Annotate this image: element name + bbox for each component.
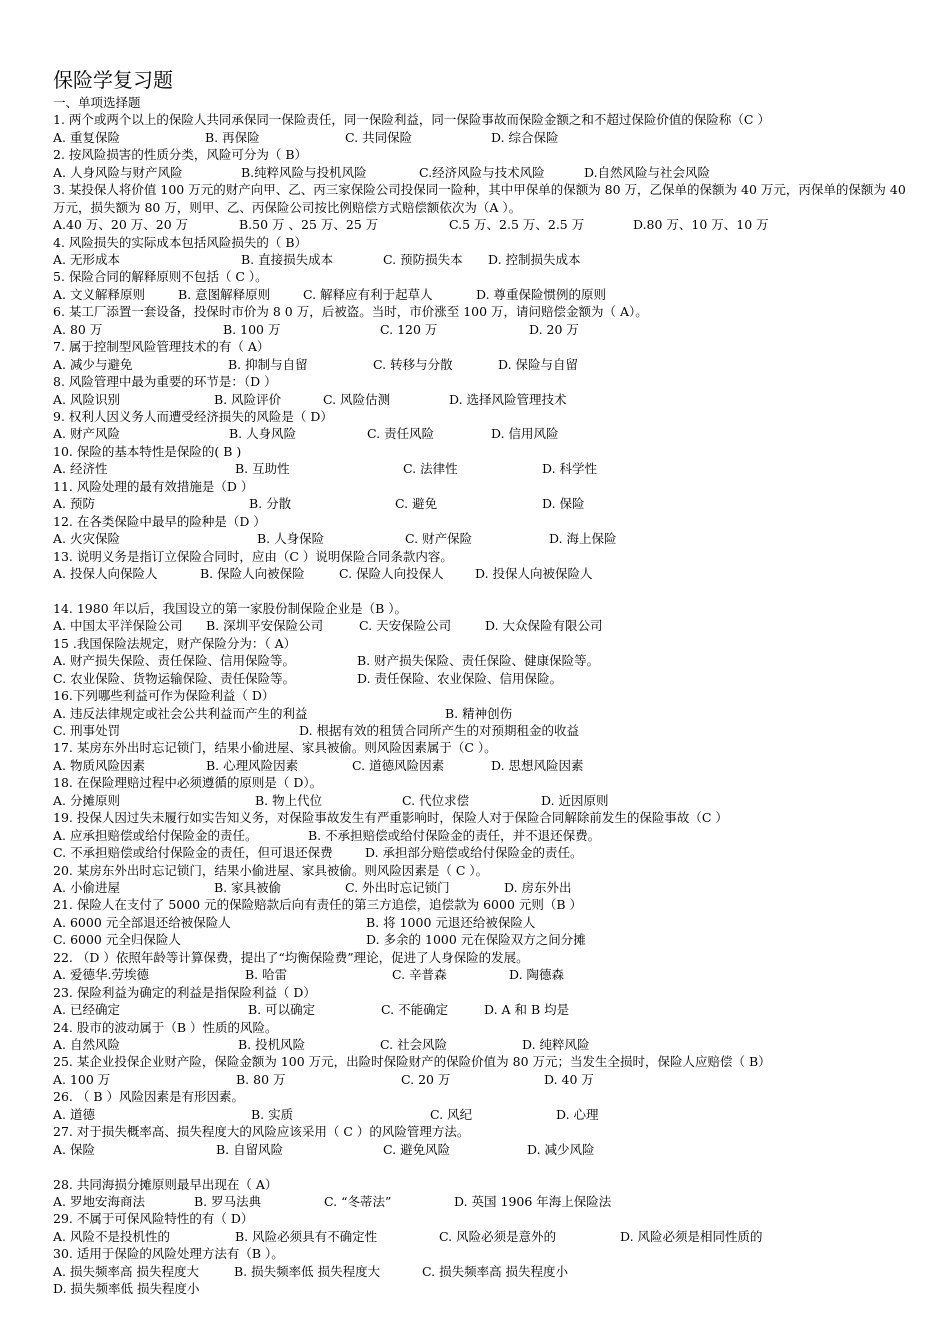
question-text: 3. 某投保人将价值 100 万元的财产向甲、乙、丙三家保险公司投保同一险种，其中甲保单的保额为 80 万，乙保单的保额为 40 万元，丙保单的保额为 40 万元，损失额为 80 万，则甲、乙、丙保险公司按比例赔偿方式赔偿额依次为（A ）。 (53, 182, 906, 215)
option-row (53, 879, 913, 896)
option-row (53, 565, 913, 582)
option-row (53, 286, 913, 303)
question-text: 18. 在保险理赔过程中必须遵循的原则是（ D）。 (53, 775, 323, 791)
option-b: D. 根据有效的租赁合同所产生的对预期租金的收益 (299, 723, 580, 739)
option-a: A. 应承担赔偿或给付保险金的责任。 (53, 827, 258, 843)
option-b: B. 80 万 (236, 1071, 286, 1087)
option-c: C.经济风险与技术风险 (419, 164, 545, 180)
option-d: D.自然风险与社会风险 (584, 164, 711, 180)
option-d: D. 英国 1906 年海上保险法 (454, 1194, 612, 1210)
option-row (53, 425, 913, 442)
option-a: A. 小偷进屋 (53, 880, 120, 896)
option-row (53, 1001, 913, 1018)
option-b: B. 分散 (249, 496, 292, 512)
option-a: A. 已经确定 (53, 1002, 120, 1018)
question-text: 13. 说明义务是指订立保险合同时，应由（C ）说明保险合同条款内容。 (53, 548, 453, 564)
question-text: 21. 保险人在支付了 5000 元的保险赔款后向有责任的第三方追偿，追偿款为 6000 元则（B ） (53, 897, 583, 913)
option-b: B. 哈雷 (245, 967, 288, 983)
option-b: B. 深圳平安保险公司 (206, 618, 324, 634)
option-c: C. 责任风险 (367, 426, 435, 442)
option-row (53, 844, 913, 861)
option-b: B. 投机风险 (238, 1037, 306, 1053)
question-text: 17. 某房东外出时忘记锁门，结果小偷进屋、家具被偷。则风险因素属于（C ）。 (53, 740, 497, 756)
option-a: C. 刑事处罚 (53, 723, 121, 739)
option-row (53, 722, 913, 739)
option-a: A. 道德 (53, 1106, 95, 1122)
option-c: C. 保险人向投保人 (339, 566, 444, 582)
option-a: A. 风险不是投机性的 (53, 1228, 170, 1244)
option-row (53, 1141, 913, 1158)
option-d: D. 近因原则 (541, 792, 609, 808)
option-b: B.纯粹风险与投机风险 (241, 164, 367, 180)
question-text: 20. 某房东外出时忘记锁门，结果小偷进屋、家具被偷。则风险因素是（ C ）。 (53, 862, 489, 878)
option-d: D. 保险 (542, 496, 585, 512)
option-d: D. 40 万 (544, 1071, 594, 1087)
option-b: D. 承担部分赔偿或给付保险金的责任。 (365, 845, 583, 861)
option-b: B. 100 万 (223, 321, 281, 337)
option-b: B. 心理风险因素 (206, 757, 299, 773)
option-c: C. 财产保险 (405, 531, 473, 547)
option-row (53, 1193, 913, 1210)
question-text: 29. 不属于可保风险特性的有（ D） (53, 1211, 254, 1227)
option-row (53, 1263, 913, 1280)
question-text: 1. 两个或两个以上的保险人共同承保同一保险责任，同一保险利益，同一保险事故而保险金额之和不超过保险价值的保险称（C ） (53, 112, 770, 128)
option-a: A.40 万、20 万、20 万 (53, 217, 189, 233)
option-c: C.5 万、2.5 万、2.5 万 (449, 217, 585, 233)
option-row (53, 670, 913, 687)
option-b: B. 人身风险 (229, 426, 297, 442)
option-d: D. 心理 (556, 1106, 599, 1122)
option-b: B. 罗马法典 (194, 1194, 262, 1210)
option-d: D. 控制损失成本 (488, 252, 581, 268)
option-a: A. 火灾保险 (53, 531, 120, 547)
option-c: C. 道德风险因素 (352, 757, 445, 773)
option-a: A. 自然风险 (53, 1037, 120, 1053)
question-text: 8. 风险管理中最为重要的环节是：（D ） (53, 374, 277, 390)
option-d: D. 投保人向被保险人 (475, 566, 593, 582)
question-text: 11. 风险处理的最有效措施是（D ） (53, 478, 254, 494)
option-b: D. 责任保险、农业保险、信用保险。 (357, 670, 563, 686)
option-a: A. 预防 (53, 496, 95, 512)
option-d: D. 保险与自留 (498, 356, 579, 372)
option-a: A. 损失频率高 损失程度大 (53, 1263, 199, 1279)
option-c: C. 120 万 (380, 321, 438, 337)
option-a: C. 不承担赔偿或给付保险金的责任，但可退还保费 (53, 845, 333, 861)
option-b: B. 意图解释原则 (178, 286, 271, 302)
option-c: C. 预防损失本 (383, 252, 463, 268)
question-text: 19. 投保人因过失未履行如实告知义务，对保险事故发生有严重影响时，保险人对于保险合同解除前发生的保险事故（C ） (53, 810, 728, 826)
option-c: C. 代位求偿 (402, 792, 470, 808)
option-row (53, 164, 913, 181)
option-c: C. 风险必须是意外的 (439, 1228, 557, 1244)
option-b: B. 再保险 (205, 129, 260, 145)
document-page (53, 66, 913, 1298)
option-c: C. 不能确定 (381, 1002, 449, 1018)
option-b: B. 直接损失成本 (241, 252, 334, 268)
option-d: D. 信用风险 (491, 426, 559, 442)
option-b: B. 家具被偷 (214, 880, 282, 896)
option-d: D. 纯粹风险 (522, 1037, 590, 1053)
option-a: A. 财产风险 (53, 426, 120, 442)
option-row (53, 827, 913, 844)
question-text: 25. 某企业投保企业财产险，保险金额为 100 万元，出险时保险财产的保险价值为 80 万元；当发生全损时，保险人应赔偿（ B） (53, 1054, 771, 1070)
option-a: A. 6000 元全部退还给被保险人 (53, 914, 231, 930)
option-b: B. 人身保险 (257, 531, 325, 547)
question-text: 15 .我国保险法规定，财产保险分为：（ A） (53, 635, 297, 651)
option-b: B. 财产损失保险、责任保险、健康保险等。 (357, 653, 600, 669)
question-text: 4. 风险损失的实际成本包括风险损失的（ B） (53, 234, 308, 250)
option-a: A. 财产损失保险、责任保险、信用保险等。 (53, 653, 295, 669)
option-row (53, 914, 913, 931)
option-b: B. 抑制与自留 (228, 356, 308, 372)
option-a: A. 分摊原则 (53, 792, 120, 808)
option-c: C. 社会风险 (380, 1037, 448, 1053)
option-a: C. 6000 元全归保险人 (53, 932, 181, 948)
option-d: D. 20 万 (529, 321, 579, 337)
option-row (53, 129, 913, 146)
option-b: B. 保险人向被保险 (200, 566, 305, 582)
question-text: 7. 属于控制型风险管理技术的有（ A） (53, 339, 270, 355)
option-c: C. 共同保险 (345, 129, 413, 145)
option-b: B. 风险必须具有不确定性 (235, 1228, 378, 1244)
option-a: A. 减少与避免 (53, 356, 133, 372)
question-text: 12. 在各类保险中最早的险种是（D ） (53, 513, 266, 529)
option-b: B. 实质 (251, 1106, 294, 1122)
option-row (53, 216, 913, 233)
option-a: A. 100 万 (53, 1071, 111, 1087)
option-row (53, 321, 913, 338)
option-a: C. 农业保险、货物运输保险、责任保险等。 (53, 670, 296, 686)
question-text: 10. 保险的基本特性是保险的( B ) (53, 443, 242, 459)
question-text: 30. 适用于保险的风险处理方法有（B ）。 (53, 1246, 284, 1262)
option-b: B. 互助性 (235, 461, 290, 477)
option-a: A. 违反法律规定或社会公共利益而产生的利益 (53, 705, 308, 721)
question-text: 23. 保险利益为确定的利益是指保险利益（ D） (53, 984, 316, 1000)
option-d: D. A 和 B 均是 (484, 1002, 570, 1018)
option-b: B. 风险评价 (214, 391, 282, 407)
option-row (53, 460, 913, 477)
question-text: 14. 1980 年以后，我国设立的第一家股份制保险企业是（B ）。 (53, 600, 408, 616)
option-b: B. 损失频率低 损失程度大 (234, 1263, 381, 1279)
question-text: 27. 对于损失概率高、损失程度大的风险应该采用（ C ）的风险管理方法。 (53, 1124, 470, 1140)
question-text: 16.下列哪些利益可作为保险利益（ D） (53, 688, 275, 704)
option-row (53, 792, 913, 809)
option-d: D. 减少风险 (527, 1141, 595, 1157)
option-c: C. 法律性 (403, 461, 458, 477)
option-b: B. 精神创伤 (445, 705, 513, 721)
option-row (53, 757, 913, 774)
option-a: A. 人身风险与财产风险 (53, 164, 183, 180)
question-text: 24. 股市的波动属于（B ）性质的风险。 (53, 1019, 278, 1035)
option-row (53, 391, 913, 408)
option-c: C. 避免风险 (383, 1141, 451, 1157)
option-row (53, 251, 913, 268)
option-c: C. 20 万 (401, 1071, 451, 1087)
option-a: A. 风险识别 (53, 391, 120, 407)
option-c: C. 转移与分散 (373, 356, 453, 372)
option-d: D. 大众保险有限公司 (485, 618, 603, 634)
option-c: C. 解释应有利于起草人 (303, 286, 433, 302)
option-d: D. 陶德森 (509, 967, 565, 983)
option-a: A. 保险 (53, 1141, 95, 1157)
option-row (53, 356, 913, 373)
option-c: C. 风纪 (430, 1106, 473, 1122)
section-heading: 一、单项选择题 (53, 95, 141, 110)
option-a: A. 爱德华.劳埃德 (53, 967, 149, 983)
question-text: 2. 按风险损害的性质分类，风险可分为（ B） (53, 147, 308, 163)
question-text: 5. 保险合同的解释原则不包括（ C ）。 (53, 269, 268, 285)
option-row (53, 1228, 913, 1245)
option-row (53, 1106, 913, 1123)
question-list (53, 111, 913, 1297)
option-a: D. 损失频率低 损失程度小 (53, 1281, 200, 1297)
option-c: C. 天安保险公司 (359, 618, 452, 634)
question-text: 26. （ B ）风险因素是有形因素。 (53, 1089, 244, 1105)
option-d: D. 海上保险 (549, 531, 617, 547)
option-a: A. 文义解释原则 (53, 286, 145, 302)
option-b: D. 多余的 1000 元在保险双方之间分摊 (366, 932, 586, 948)
option-d: D. 科学性 (542, 461, 598, 477)
option-a: A. 无形成本 (53, 252, 120, 268)
option-d: D. 思想风险因素 (491, 757, 584, 773)
option-b: B. 不承担赔偿或给付保险金的责任，并不退还保费。 (308, 827, 601, 843)
option-row (53, 931, 913, 948)
question-text: 9. 权利人因义务人而遭受经济损失的风险是（ D） (53, 409, 333, 425)
option-a: A. 罗地安海商法 (53, 1194, 145, 1210)
blank-line (53, 1158, 913, 1175)
option-row (53, 530, 913, 547)
option-c: C. 外出时忘记锁门 (345, 880, 450, 896)
option-a: A. 中国太平洋保险公司 (53, 618, 183, 634)
option-d: D. 选择风险管理技术 (449, 391, 567, 407)
option-a: A. 物质风险因素 (53, 757, 145, 773)
option-row (53, 1280, 913, 1297)
option-row (53, 1071, 913, 1088)
option-a: A. 80 万 (53, 321, 103, 337)
option-b: B. 将 1000 元退还给被保险人 (366, 914, 536, 930)
option-a: A. 投保人向保险人 (53, 566, 158, 582)
option-b: B. 物上代位 (255, 792, 323, 808)
question-text: 6. 某工厂添置一套设备，投保时市价为 8 0 万，后被盗。当时，市价涨至 100 万，请问赔偿金额为（ A）。 (53, 304, 648, 320)
option-d: D. 尊重保险惯例的原则 (476, 286, 607, 302)
document-title: 保险学复习题 (53, 68, 173, 92)
option-c: C. 辛普森 (392, 967, 447, 983)
option-d: D. 房东外出 (504, 880, 572, 896)
option-row (53, 705, 913, 722)
option-d: D.80 万、10 万、10 万 (633, 217, 769, 233)
option-b: B.50 万 、25 万、25 万 (239, 217, 379, 233)
option-c: C. “冬蒂法” (324, 1194, 392, 1210)
question-text: 28. 共同海损分摊原则最早出现在（ A） (53, 1176, 278, 1192)
option-c: C. 风险估测 (323, 391, 391, 407)
option-row (53, 1036, 913, 1053)
question-text: 22. （D ）依照年龄等计算保费，提出了“均衡保险费”理论，促进了人身保险的发展。 (53, 949, 529, 965)
option-b: B. 可以确定 (248, 1002, 316, 1018)
option-row (53, 966, 913, 983)
blank-line (53, 582, 913, 599)
option-d: D. 风险必须是相同性质的 (620, 1228, 763, 1244)
option-c: C. 损失频率高 损失程度小 (422, 1263, 569, 1279)
option-a: A. 重复保险 (53, 129, 120, 145)
option-b: B. 自留风险 (216, 1141, 284, 1157)
option-a: A. 经济性 (53, 461, 108, 477)
option-row (53, 617, 913, 634)
option-row (53, 495, 913, 512)
option-row (53, 652, 913, 669)
option-c: C. 避免 (395, 496, 438, 512)
option-d: D. 综合保险 (491, 129, 559, 145)
